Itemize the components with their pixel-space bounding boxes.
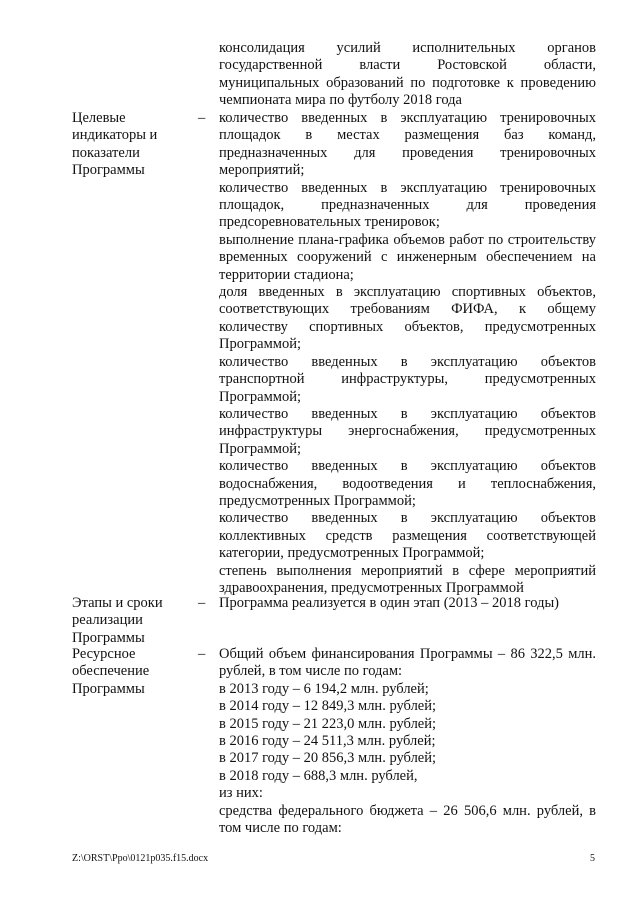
stages-text: Программа реализуется в один этап (2013 – 2018 годы) <box>219 595 560 611</box>
indicators-dash: – <box>198 110 206 126</box>
federal-budget-paragraph: средства федерального бюджета – 26 506,6 млн. рублей, в том числе по годам: <box>219 802 596 837</box>
resources-total: Общий объем финансирования Программы – 86 322,5 млн. рублей, в том числе по годам: <box>219 646 596 680</box>
page-number: 5 <box>590 853 595 864</box>
funding-year-line: в 2013 году – 6 194,2 млн. рублей; <box>219 680 429 697</box>
resources-label: Ресурсное обеспечение Программы <box>72 646 150 697</box>
funding-year-line: в 2018 году – 688,3 млн. рублей, <box>219 767 418 784</box>
stages-content <box>219 595 596 612</box>
funding-year-line: в 2014 году – 12 849,3 млн. рублей; <box>219 698 437 715</box>
indicator-item: количество введенных в эксплуатацию тренировочных площадок, предназначенных для проведения предсоревновательных тренировок; <box>219 179 596 231</box>
stages-label: Этапы и сроки реализации Программы <box>72 595 163 646</box>
funding-year-line: в 2017 году – 20 856,3 млн. рублей; <box>219 750 437 767</box>
indicator-item: количество введенных в эксплуатацию объектов водоснабжения, водоотведения и теплоснабжения, предусмотренных Программой; <box>219 458 596 509</box>
indicators-label: Целевые индикаторы и показатели Программы <box>72 110 158 179</box>
indicator-item: количество введенных в эксплуатацию объектов транспортной инфраструктуры, предусмотренных Программой; <box>219 353 596 405</box>
resources-content <box>219 646 596 837</box>
stages-dash: – <box>198 595 206 611</box>
footer-file-path: Z:\ORST\Ppo\0121p035.f15.docx <box>72 853 209 864</box>
indicator-item: доля введенных в эксплуатацию спортивных объектов, соответствующих требованиям ФИФА, к общему количеству спортивных объектов, предусмотренных Программой; <box>219 284 596 353</box>
indicator-item: степень выполнения мероприятий в сфере мероприятий здравоохранения, предусмотренных Программой <box>219 562 596 596</box>
of-them-line: из них: <box>219 785 263 802</box>
resources-dash: – <box>198 646 206 662</box>
indicator-item: количество введенных в эксплуатацию объектов инфраструктуры энергоснабжения, предусмотренных Программой; <box>219 405 596 457</box>
indicator-item: количество введенных в эксплуатацию тренировочных площадок в местах размещения баз команд, предназначенных для проведения тренировочных мероприятий; <box>219 110 596 179</box>
funding-year-line: в 2015 году – 21 223,0 млн. рублей; <box>219 715 437 732</box>
funding-year-line: в 2016 году – 24 511,3 млн. рублей; <box>219 733 436 750</box>
indicator-item: количество введенных в эксплуатацию объектов коллективных средств размещения соответствующей категории, предусмотренных Программой; <box>219 510 596 562</box>
indicators-list <box>219 110 596 597</box>
intro-paragraph: консолидация усилий исполнительных органов государственной власти Ростовской области, муниципальных образований по подготовке к проведению чемпионата мира по футболу 2018 года <box>219 40 596 109</box>
indicator-item: выполнение плана-графика объемов работ по строительству временных сооружений с инженерным обеспечением на территории стадиона; <box>219 231 596 283</box>
